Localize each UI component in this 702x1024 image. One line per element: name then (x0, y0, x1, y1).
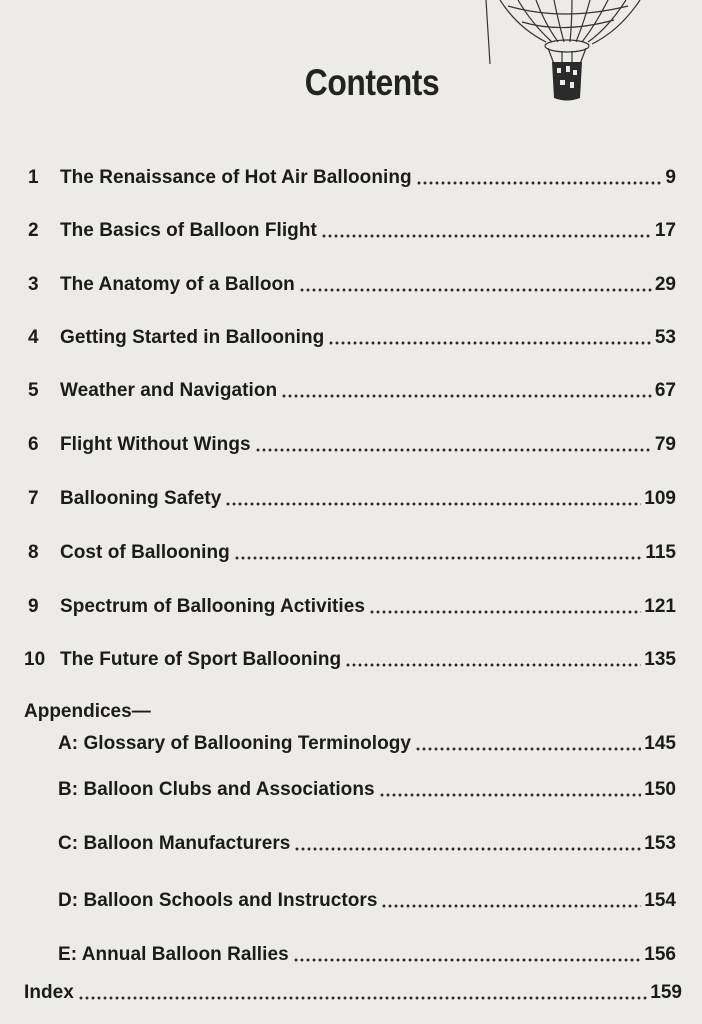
dot-leader (379, 793, 642, 797)
chapter-number: 10 (24, 649, 46, 670)
chapter-number: 4 (28, 327, 39, 348)
toc-entry-appendix-a (58, 726, 676, 756)
toc-entry-chapter-7 (28, 481, 676, 511)
appendix-title: C: Balloon Manufacturers (58, 833, 291, 854)
page-number: 156 (644, 944, 676, 965)
index-title: Index (24, 982, 74, 1003)
toc-entry-chapter-1 (28, 160, 676, 190)
toc-entry-appendix-e (58, 937, 676, 967)
dot-leader (416, 181, 663, 185)
chapter-title: Flight Without Wings (60, 434, 251, 455)
page-number: 79 (654, 434, 676, 455)
appendix-title: A: Glossary of Ballooning Terminology (58, 733, 412, 754)
dot-leader (328, 341, 652, 345)
page-title: Contents (304, 62, 440, 103)
toc-entry-appendix-b (58, 772, 676, 802)
dot-leader (321, 234, 652, 238)
appendix-title: B: Balloon Clubs and Associations (58, 779, 375, 800)
toc-entry-chapter-5 (28, 373, 676, 403)
toc-entry-chapter-2 (28, 213, 676, 243)
dot-leader (299, 288, 652, 292)
toc-entry-appendix-c (58, 826, 676, 856)
dot-leader (381, 904, 641, 908)
dot-leader (415, 747, 641, 751)
dot-leader (255, 448, 652, 452)
page-number: 135 (644, 649, 676, 670)
toc-entry-chapter-8 (28, 535, 676, 565)
dot-leader (234, 556, 643, 560)
toc-entry-index (24, 975, 682, 1005)
page-number: 121 (644, 596, 676, 617)
appendix-title: E: Annual Balloon Rallies (58, 944, 289, 965)
dot-leader (294, 847, 641, 851)
toc-entry-chapter-4 (28, 320, 676, 350)
toc-entry-chapter-3 (28, 267, 676, 297)
page-number: 17 (654, 220, 676, 241)
page-number: 29 (654, 274, 676, 295)
page-number: 153 (644, 833, 676, 854)
dot-leader (345, 663, 641, 667)
toc-entry-chapter-9 (28, 589, 676, 619)
page-number: 115 (645, 542, 676, 563)
chapter-title: Ballooning Safety (60, 488, 222, 509)
chapter-number: 3 (28, 274, 39, 295)
chapter-number: 2 (28, 220, 39, 241)
chapter-title: The Renaissance of Hot Air Ballooning (60, 167, 412, 188)
dot-leader (369, 610, 641, 614)
page-number: 150 (644, 779, 676, 800)
page-number: 9 (665, 167, 676, 188)
dot-leader (225, 502, 641, 506)
chapter-number: 1 (28, 167, 39, 188)
toc-entry-chapter-6 (28, 427, 676, 457)
chapter-title: Getting Started in Ballooning (60, 327, 325, 348)
dot-leader (293, 958, 642, 962)
chapter-title: Weather and Navigation (60, 380, 278, 401)
toc-entry-appendix-d (58, 883, 676, 913)
page-number: 145 (644, 733, 676, 754)
appendix-title: D: Balloon Schools and Instructors (58, 890, 378, 911)
page-number: 67 (654, 380, 676, 401)
appendices-heading: Appendices— (24, 701, 151, 722)
page-number: 154 (644, 890, 676, 911)
chapter-number: 9 (28, 596, 39, 617)
dot-leader (78, 996, 647, 1000)
toc-entry-chapter-10 (24, 642, 676, 672)
chapter-title: Spectrum of Ballooning Activities (60, 596, 365, 617)
page-number: 159 (650, 982, 682, 1003)
chapter-number: 6 (28, 434, 39, 455)
chapter-title: The Basics of Balloon Flight (60, 220, 317, 241)
chapter-number: 5 (28, 380, 39, 401)
page-number: 53 (654, 327, 676, 348)
chapter-title: Cost of Ballooning (60, 542, 230, 563)
chapter-title: The Future of Sport Ballooning (60, 649, 342, 670)
chapter-number: 8 (28, 542, 39, 563)
dot-leader (281, 394, 652, 398)
page-number: 109 (644, 488, 676, 509)
chapter-title: The Anatomy of a Balloon (60, 274, 295, 295)
chapter-number: 7 (28, 488, 39, 509)
